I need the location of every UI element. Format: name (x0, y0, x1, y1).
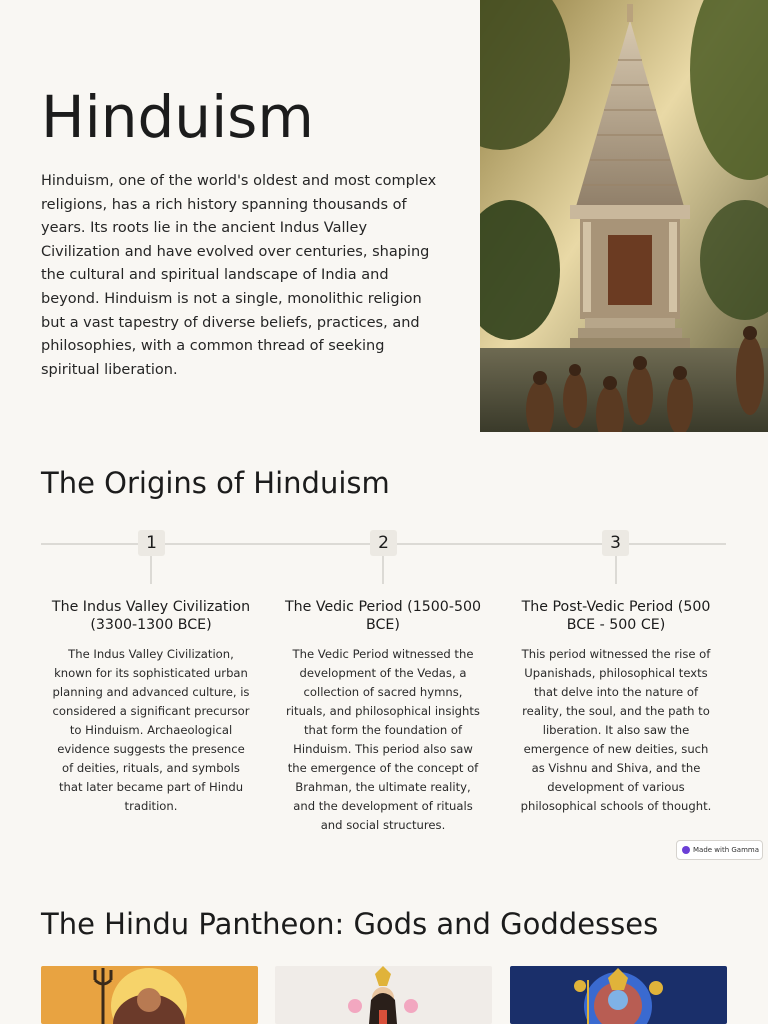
step-title: The Vedic Period (1500-500 BCE) (284, 599, 482, 633)
step-number-badge: 1 (138, 530, 165, 556)
step-description: The Vedic Period witnessed the development of the Vedas, a collection of sacred hymns, rituals, and philosophical insights that form the foundation of Hinduism. This period also saw the emergence of the concept of Brahman, the ultimate reality, and the development of rituals and social structures. (286, 647, 480, 832)
step-title: The Post-Vedic Period (500 BCE - 500 CE) (521, 599, 711, 633)
step-connector (615, 556, 617, 584)
badge-label: Made with Gamma (693, 846, 760, 854)
shiva-image (41, 966, 258, 1024)
step-description: This period witnessed the rise of Upanishads, philosophical texts that delve into the nature of reality, the soul, and the path to liberation. It also saw the emergence of new deities, such as Vishnu and Shiva, and the development of various philosophical schools of thought. (520, 647, 712, 813)
intro-paragraph: Hinduism, one of the world's oldest and most complex religions, has a rich history spanning thousands of years. Its roots lie in the ancient Indus Valley Civilization and have evolved over centuries, shaping the cultural and spiritual landscape of India and beyond. Hinduism is not a single, monolithic religion but a vast tapestry of diverse beliefs, practices, and philosophies, with a common thread of seeking spiritual liberation. (41, 173, 437, 378)
pantheon-section-title: The Hindu Pantheon: Gods and Goddesses (41, 907, 659, 941)
step-connector (150, 556, 152, 584)
made-with-gamma-badge[interactable] (676, 840, 763, 860)
step-description: The Indus Valley Civilization, known for its sophisticated urban planning and advanced culture, is considered a significant precursor to Hinduism. Archaeological evidence suggests the presence of deities, rituals, and symbols that later became part of Hindu tradition. (52, 647, 250, 813)
step-title: The Indus Valley Civilization (3300-1300 BCE) (51, 599, 251, 633)
step-number-badge: 3 (602, 530, 629, 556)
step-number-badge: 2 (370, 530, 397, 556)
goddess-image (275, 966, 492, 1024)
page-title: Hinduism (41, 83, 314, 151)
gamma-logo-icon (682, 846, 690, 854)
temple-image (480, 0, 768, 432)
origins-section-title: The Origins of Hinduism (41, 466, 390, 500)
vishnu-image (510, 966, 727, 1024)
step-connector (382, 556, 384, 584)
